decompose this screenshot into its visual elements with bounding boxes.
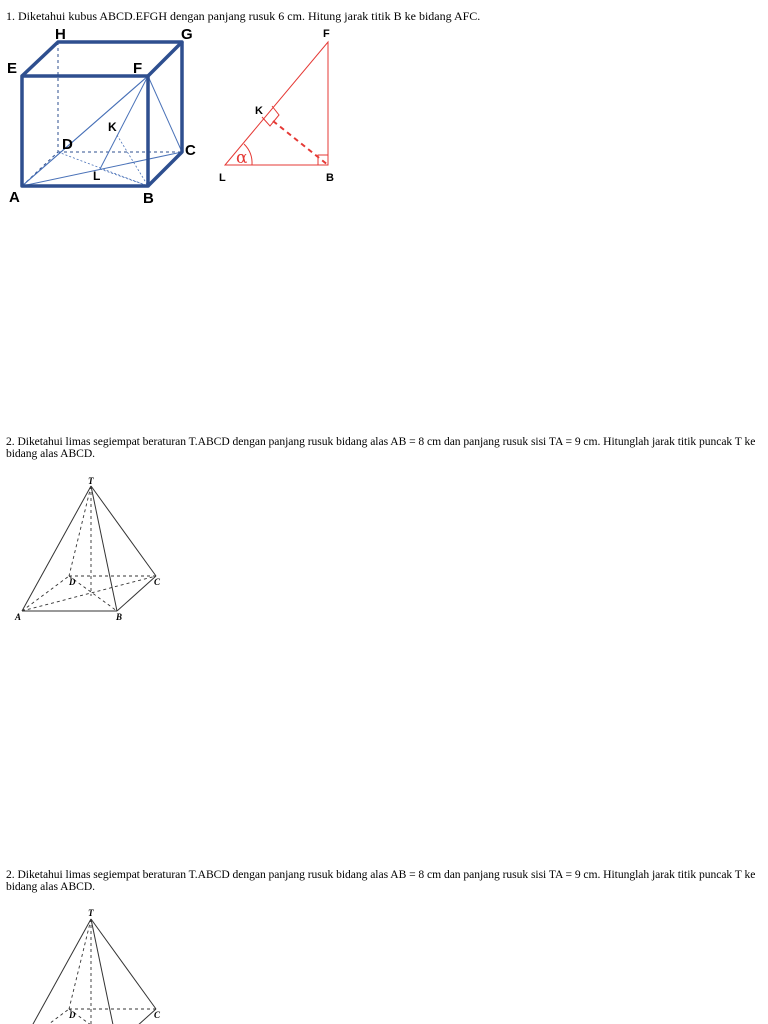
cube-label-D: D bbox=[62, 136, 73, 153]
triangle-angle-alpha: α bbox=[236, 148, 248, 168]
triangle-label-K: K bbox=[255, 105, 263, 117]
pyramid1-label-T: T bbox=[88, 476, 94, 486]
cube-label-G: G bbox=[181, 26, 193, 43]
triangle-label-L: L bbox=[219, 172, 226, 184]
cube-label-A: A bbox=[9, 189, 20, 206]
cube-label-B: B bbox=[143, 190, 154, 207]
cube-label-H: H bbox=[55, 26, 66, 43]
cube-label-K: K bbox=[108, 120, 117, 134]
cube-label-F: F bbox=[133, 60, 143, 77]
pyramid1-label-A: A bbox=[15, 612, 22, 622]
pyramid1-label-B: B bbox=[116, 612, 123, 622]
triangle-label-F: F bbox=[323, 28, 330, 40]
pyramid1-label-C: C bbox=[154, 577, 161, 587]
triangle-label-B: B bbox=[326, 172, 334, 184]
pyramid2-label-D: D bbox=[69, 1010, 76, 1020]
pyramid2-label-C: C bbox=[154, 1010, 161, 1020]
cube-label-C: C bbox=[185, 142, 196, 159]
cube-label-L: L bbox=[93, 169, 101, 183]
cube-label-E: E bbox=[7, 60, 18, 77]
question-2-text: 2. Diketahui limas segiempat beraturan T.ABCD dengan panjang rusuk bidang alas AB = 8 cm dan panjang rusuk sisi TA = 9 cm. Hitunglah jarak titik puncak T ke bidang alas ABCD. bbox=[6, 435, 756, 460]
question-3-text: 2. Diketahui limas segiempat beraturan T.ABCD dengan panjang rusuk bidang alas AB = 8 cm dan panjang rusuk sisi TA = 9 cm. Hitunglah jarak titik puncak T ke bidang alas ABCD. bbox=[6, 868, 756, 893]
pyramid2-label-T: T bbox=[88, 908, 94, 918]
question-1-text: 1. Diketahui kubus ABCD.EFGH dengan panjang rusuk 6 cm. Hitung jarak titik B ke bidang AFC. bbox=[6, 9, 481, 23]
pyramid1-label-D: D bbox=[69, 577, 76, 587]
